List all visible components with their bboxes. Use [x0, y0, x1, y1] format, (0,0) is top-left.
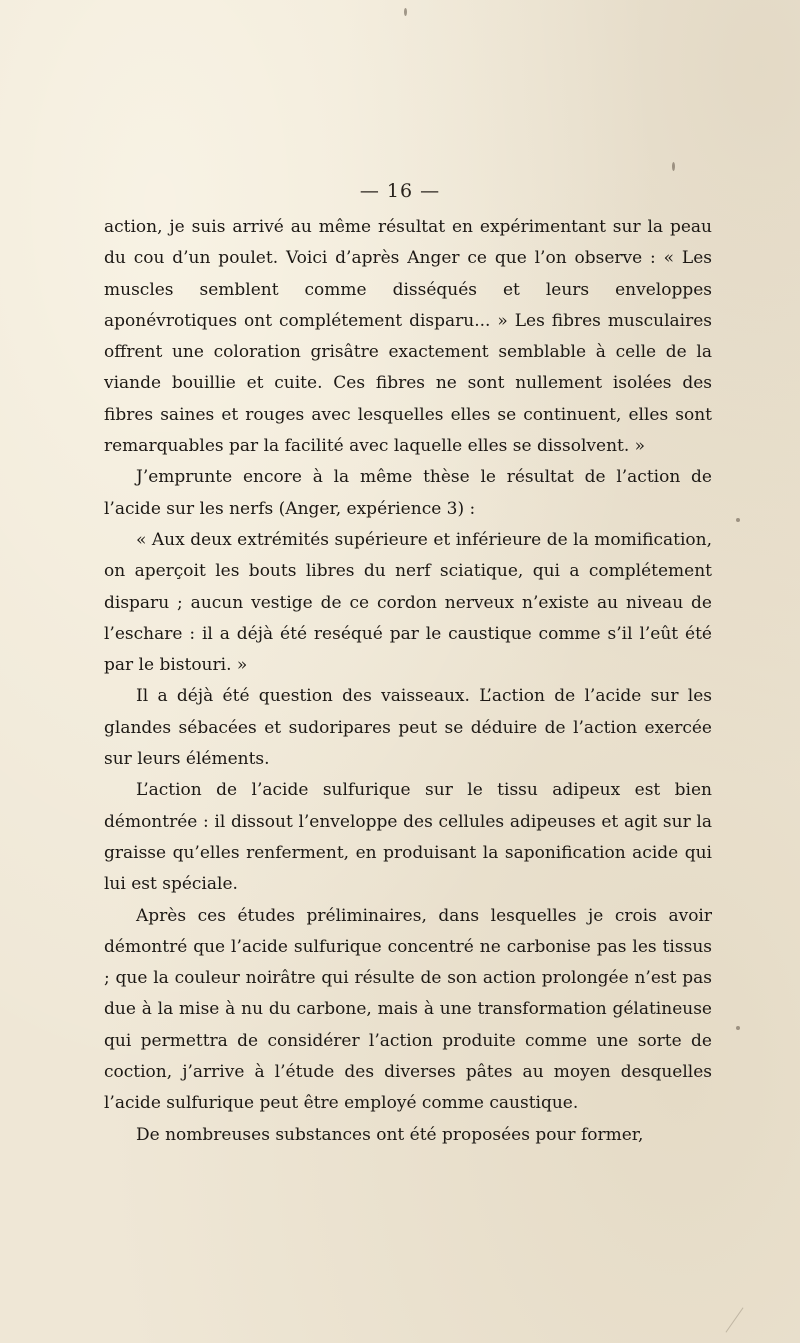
- paragraph: « Aux deux extrémités supérieure et inférieure de la momification, on aperçoit les bouts libres du nerf sciatique, qui a complétement disparu ; aucun vestige de ce cordon nerveux n’existe au niveau de l’eschare : il a déjà été reséqué par le caustique comme s’il l’eût été par le bistouri. »: [104, 529, 712, 676]
- body-text: [104, 212, 712, 1151]
- page-number: — 16 —: [359, 180, 441, 202]
- paper-scratch: [725, 1307, 743, 1332]
- paragraph: De nombreuses substances ont été proposées pour former,: [136, 1124, 644, 1145]
- paper-speck: [736, 518, 740, 522]
- paragraph: J’emprunte encore à la même thèse le résultat de l’action de l’acide sur les nerfs (Anger, expérience 3) :: [104, 467, 712, 519]
- paragraph: action, je suis arrivé au même résultat en expérimentant sur la peau du cou d’un poulet. Voici d’après Anger ce que l’on observe : « Les muscles semblent comme disséqués et leurs enveloppes aponévrotiques ont complétement disparu... » Les fibres musculaires offrent une coloration grisâtre exactement semblable à celle de la viande bouillie et cuite. Ces fibres ne sont nullement isolées des fibres saines et rouges avec lesquelles elles se continuent, elles sont remarquables par la facilité avec laquelle elles se dissolvent. »: [104, 217, 712, 457]
- paper-speck: [736, 1026, 740, 1030]
- paper-speck: [404, 8, 407, 16]
- paragraph: Il a déjà été question des vaisseaux. L’action de l’acide sur les glandes sébacées et sudoripares peut se déduire de l’action exercée sur leurs éléments.: [104, 686, 712, 770]
- paragraph: L’action de l’acide sulfurique sur le tissu adipeux est bien démontrée : il dissout l’enveloppe des cellules adipeuses et agit sur la graisse qu’elles renferment, en produisant la saponification acide qui lui est spéciale.: [104, 780, 712, 895]
- paper-speck: [672, 162, 675, 171]
- paragraph: Après ces études préliminaires, dans lesquelles je crois avoir démontré que l’acide sulfurique concentré ne carbonise pas les tissus ; que la couleur noirâtre qui résulte de son action prolongée n’est pas due à la mise à nu du carbone, mais à une transformation gélatineuse qui permettra de considérer l’action produite comme une sorte de coction, j’arrive à l’étude des diverses pâtes au moyen desquelles l’acide sulfurique peut être employé comme caustique.: [104, 905, 712, 1114]
